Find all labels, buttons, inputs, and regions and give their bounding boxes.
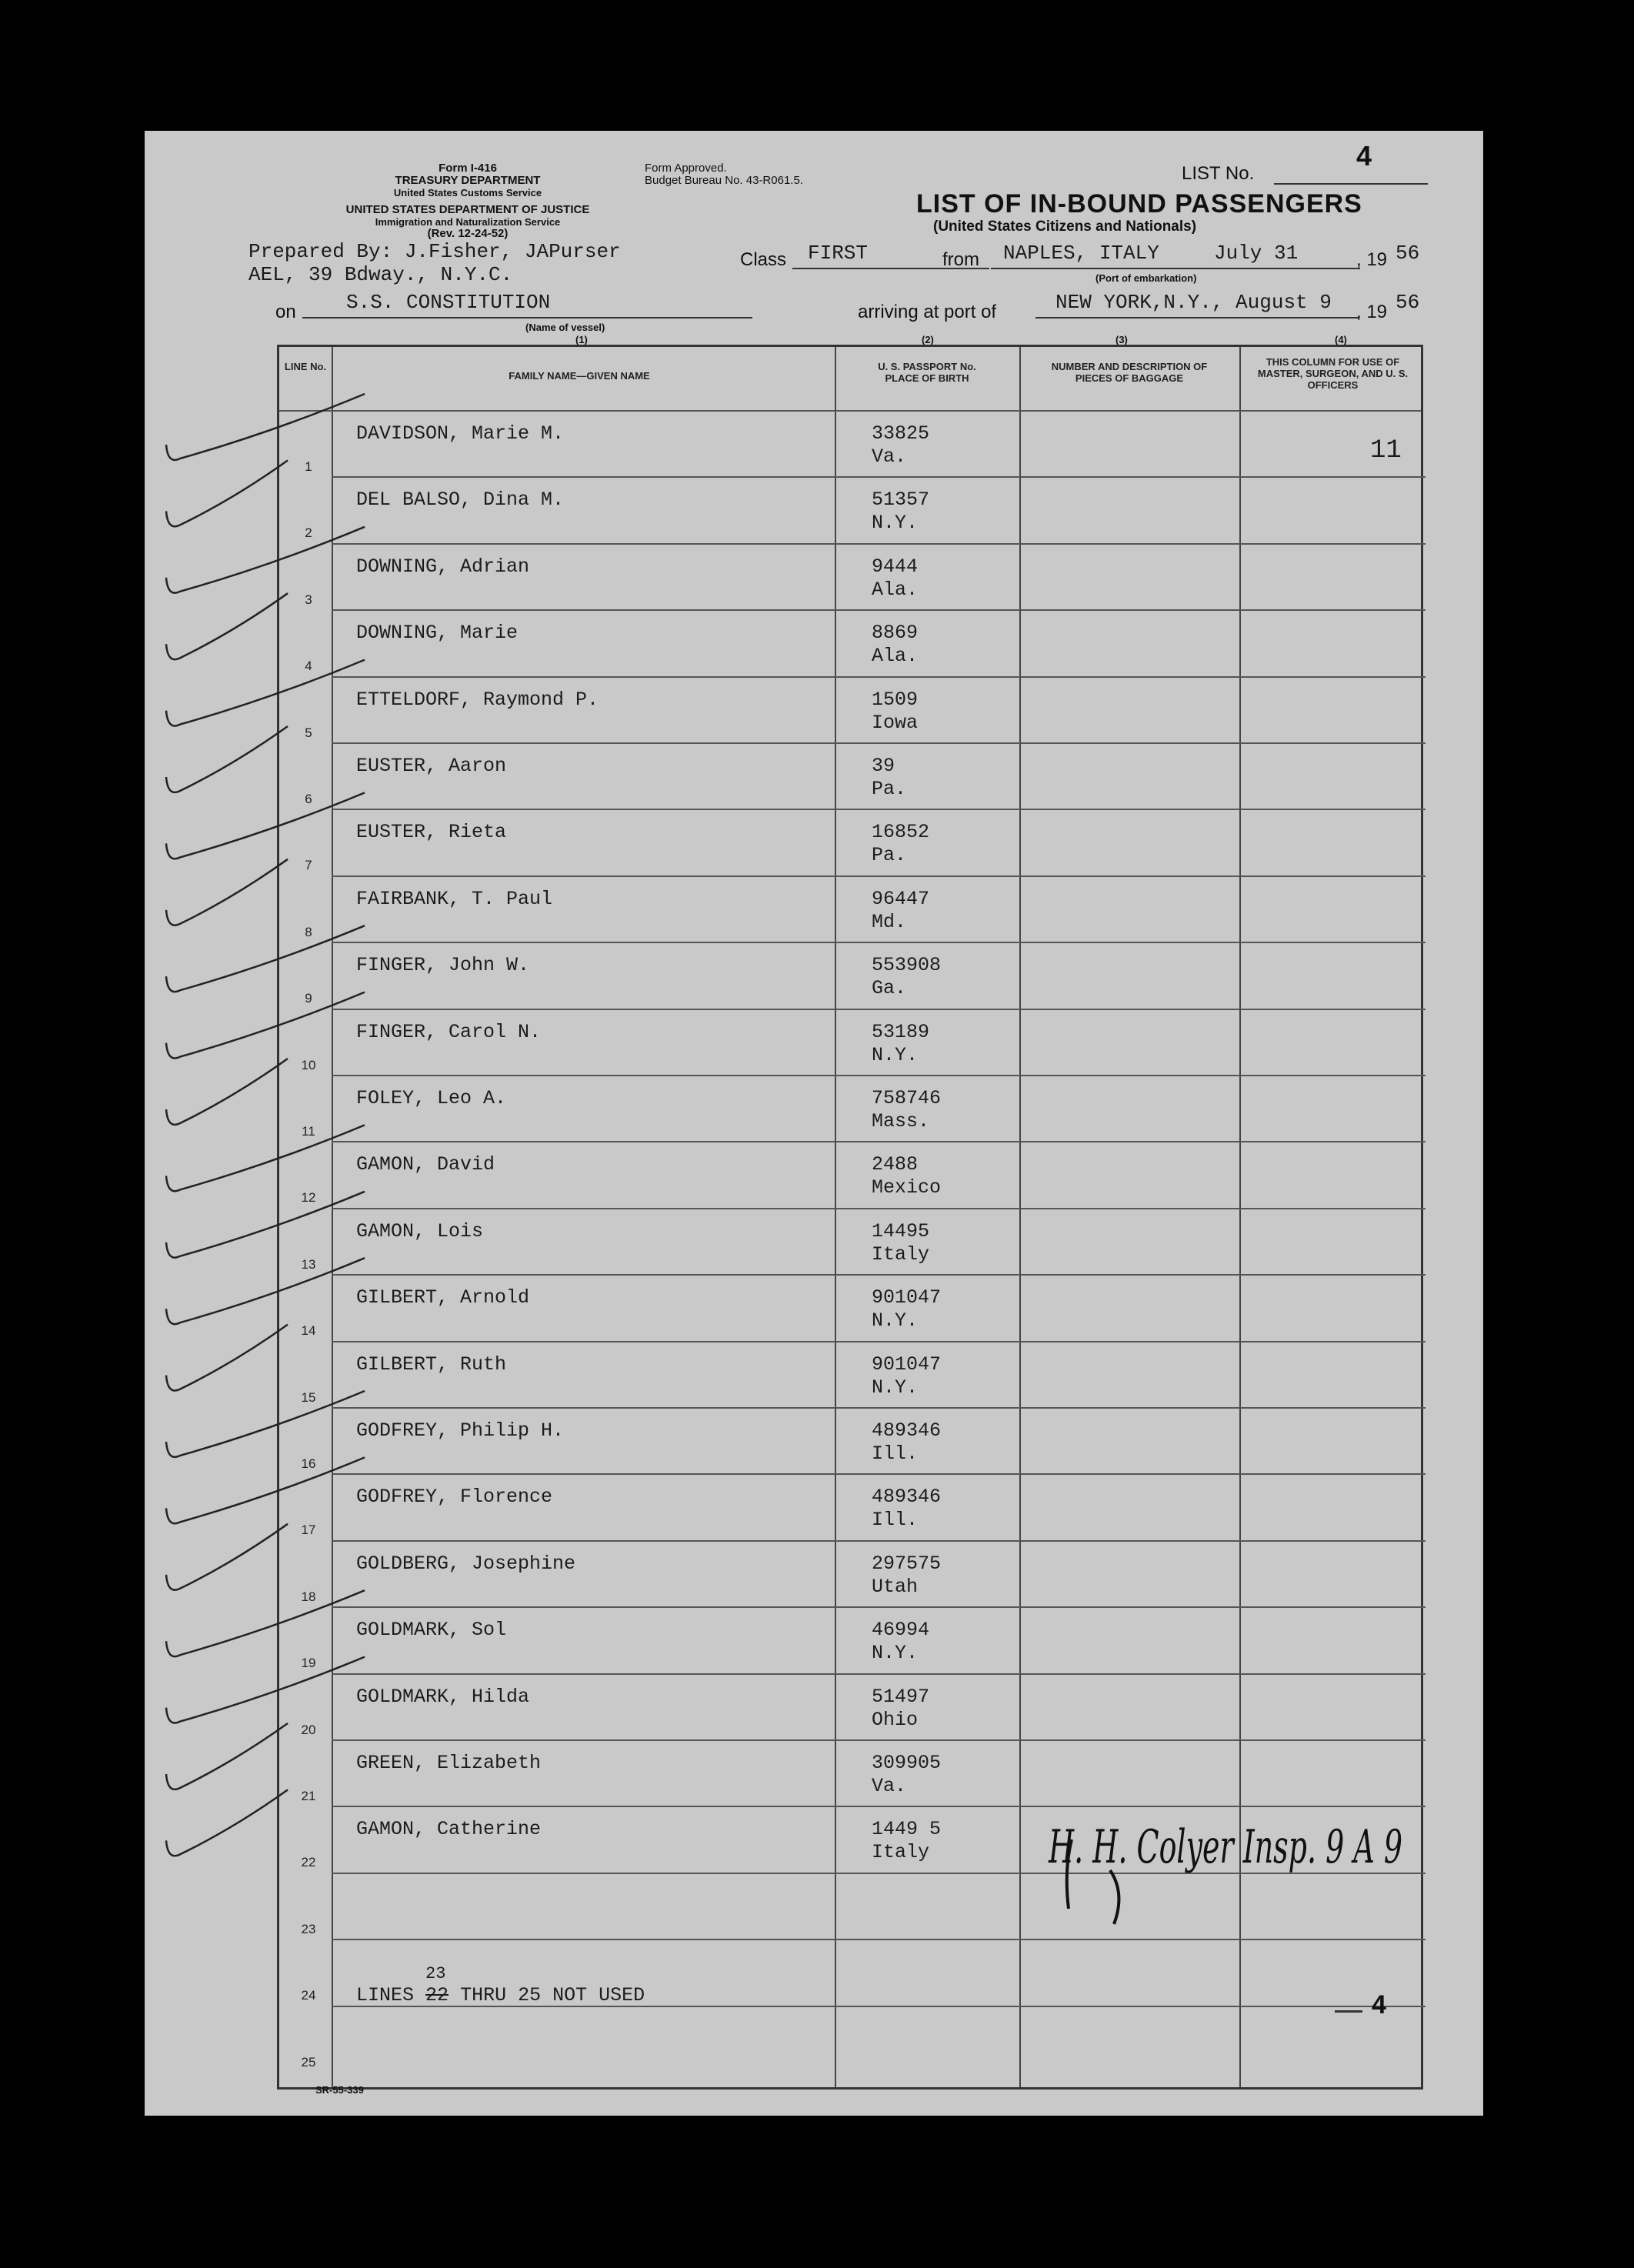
col-header-name: FAMILY NAME—GIVEN NAME: [509, 370, 650, 382]
passenger-name: FINGER, John W.: [356, 954, 530, 977]
col-header-line: LINE No.: [284, 361, 327, 372]
budget-bureau: Budget Bureau No. 43-R061.5.: [645, 174, 803, 187]
year-2: 56: [1396, 291, 1420, 314]
passport-number: 9444: [872, 555, 919, 578]
passport-number: 901047: [872, 1286, 942, 1309]
table-row: [279, 1542, 1426, 1608]
passport-number: 46994: [872, 1619, 930, 1642]
place-of-birth: N.Y.: [872, 512, 919, 535]
line-number: 11: [302, 1124, 315, 1139]
line-number: 22: [301, 1855, 316, 1870]
table-row: [279, 744, 1426, 810]
not-used-prefix: LINES: [356, 1984, 415, 2006]
passport-number: 2488: [872, 1153, 919, 1176]
vessel-caption: (Name of vessel): [525, 322, 605, 333]
table-row: [279, 1010, 1426, 1076]
passport-number: 53189: [872, 1020, 930, 1043]
line-number: 13: [301, 1256, 316, 1272]
line-number: 2: [305, 525, 312, 541]
vessel-name: S.S. CONSTITUTION: [346, 291, 551, 314]
line-number: 5: [305, 725, 312, 740]
embarkation-date: July 31: [1214, 242, 1299, 265]
year-1: 56: [1396, 242, 1420, 265]
table-row: [279, 412, 1426, 478]
table-row: [279, 1475, 1426, 1541]
place-of-birth: Va.: [872, 445, 907, 468]
table-row: [279, 611, 1426, 677]
place-of-birth: Pa.: [872, 778, 907, 800]
line-number: 7: [305, 858, 312, 873]
place-of-birth: Ohio: [872, 1708, 919, 1731]
signature-text: H. H. Colyer Insp. 9 A 9: [1048, 1820, 1402, 1874]
passenger-table: [277, 345, 1423, 2090]
passenger-name: DOWNING, Marie: [356, 622, 519, 645]
place-of-birth: Ala.: [872, 645, 919, 668]
passport-number: 8869: [872, 622, 919, 645]
place-of-birth: N.Y.: [872, 1043, 919, 1066]
line-number: 8: [305, 924, 312, 939]
passenger-name: GODFREY, Philip H.: [356, 1419, 565, 1442]
passenger-name: EUSTER, Aaron: [356, 755, 507, 777]
passport-number: 33825: [872, 422, 930, 445]
list-no-underline: [1274, 183, 1428, 185]
passenger-name: DAVIDSON, Marie M.: [356, 422, 565, 445]
passenger-name: ETTELDORF, Raymond P.: [356, 688, 599, 711]
not-used-suffix: THRU 25 NOT USED: [460, 1984, 645, 2006]
place-of-birth: Va.: [872, 1775, 907, 1797]
place-of-birth: Mexico: [872, 1176, 942, 1199]
passport-number: 96447: [872, 887, 930, 910]
table-row: [279, 478, 1426, 544]
footer-code: SR-55-339: [315, 2084, 364, 2096]
list-no-value: 4: [1356, 140, 1372, 172]
passenger-name: DOWNING, Adrian: [356, 555, 530, 578]
not-used-struck: 22: [425, 1984, 449, 2006]
passport-number: 14495: [872, 1219, 930, 1242]
place-of-birth: Iowa: [872, 711, 919, 734]
passenger-name: GOLDMARK, Sol: [356, 1619, 507, 1642]
line-number: 15: [301, 1389, 316, 1405]
table-row: [279, 877, 1426, 943]
passenger-name: FAIRBANK, T. Paul: [356, 887, 553, 910]
line-number: 6: [305, 792, 312, 806]
place-of-birth: Ill.: [872, 1443, 919, 1465]
immigration-service: Immigration and Naturalization Service: [375, 216, 561, 228]
place-of-birth: N.Y.: [872, 1642, 919, 1665]
table-row: [279, 810, 1426, 876]
passenger-name: FINGER, Carol N.: [356, 1020, 542, 1043]
line-number: 14: [301, 1323, 316, 1339]
col-header-passport: U. S. PASSPORT No. PLACE OF BIRTH: [878, 361, 976, 384]
not-used-correction: 23: [425, 1964, 446, 1983]
check-mark: [166, 1789, 288, 1856]
class-value: FIRST: [808, 242, 869, 265]
place-of-birth: Mass.: [872, 1110, 930, 1132]
arrival-port: NEW YORK,N.Y., August 9: [1055, 291, 1332, 314]
place-of-birth: Italy: [872, 1841, 930, 1864]
place-of-birth: Pa.: [872, 844, 907, 867]
passport-number: 309905: [872, 1752, 942, 1774]
table-row: [279, 943, 1426, 1009]
col-header-officers: THIS COLUMN FOR USE OF MASTER, SURGEON, AND U. S. OFFICERS: [1257, 356, 1409, 391]
table-row: [279, 1142, 1426, 1209]
bottom-number-dash: [1335, 2010, 1362, 2013]
list-no-label: LIST No.: [1182, 163, 1255, 184]
preparer-address: AEL, 39 Bdway., N.Y.C.: [248, 263, 513, 286]
customs-service: United States Customs Service: [393, 187, 542, 198]
bottom-list-number: 4: [1372, 1990, 1386, 2020]
check-mark: [166, 859, 288, 926]
justice-dept: UNITED STATES DEPARTMENT OF JUSTICE: [345, 203, 590, 216]
check-mark: [166, 726, 288, 792]
col3-number: (3): [1115, 334, 1128, 345]
place-of-birth: Italy: [872, 1242, 930, 1266]
table-row: [279, 1675, 1426, 1741]
check-mark: [166, 1723, 288, 1789]
col4-number: (4): [1335, 334, 1347, 345]
passport-number: 1449 5: [872, 1818, 942, 1841]
form-number: Form I-416: [439, 162, 497, 175]
place-of-birth: N.Y.: [872, 1376, 919, 1399]
arrival-underline: [1035, 317, 1359, 319]
passenger-name: GOLDMARK, Hilda: [356, 1685, 530, 1708]
table-row: [279, 1409, 1426, 1475]
line-number: 3: [305, 592, 312, 607]
line-number: 25: [301, 2054, 316, 2070]
passenger-list-form: [145, 131, 1483, 2116]
table-row: [279, 1076, 1426, 1142]
col-header-baggage: NUMBER AND DESCRIPTION OF PIECES OF BAGGAGE: [1051, 361, 1208, 384]
passport-number: 901047: [872, 1352, 942, 1376]
table-row: [279, 1342, 1426, 1409]
line-number: 16: [301, 1456, 316, 1471]
line-number: 9: [305, 991, 312, 1006]
table-row: [279, 678, 1426, 744]
list-title: LIST OF IN-BOUND PASSENGERS: [916, 189, 1362, 218]
revision-date: (Rev. 12-24-52): [427, 227, 509, 240]
table-row: [279, 1276, 1426, 1342]
place-of-birth: Ala.: [872, 578, 919, 601]
passenger-name: GAMON, David: [356, 1153, 495, 1176]
check-mark: [166, 1325, 288, 1391]
passport-number: 489346: [872, 1419, 942, 1442]
passenger-name: FOLEY, Leo A.: [356, 1087, 507, 1109]
passenger-name: GREEN, Elizabeth: [356, 1752, 542, 1774]
year-prefix-1: , 19: [1356, 249, 1388, 270]
passenger-name: DEL BALSO, Dina M.: [356, 489, 565, 512]
place-of-birth: N.Y.: [872, 1309, 919, 1332]
port-caption: (Port of embarkation): [1095, 272, 1197, 284]
place-of-birth: Utah: [872, 1575, 919, 1598]
place-of-birth: Ga.: [872, 977, 907, 1000]
line-number: 21: [301, 1789, 316, 1803]
treasury-dept: TREASURY DEPARTMENT: [395, 174, 541, 187]
officer-count: 11: [1370, 436, 1402, 465]
passport-number: 489346: [872, 1486, 942, 1509]
col2-number: (2): [922, 334, 934, 345]
list-subtitle: (United States Citizens and Nationals): [933, 218, 1197, 235]
prepared-by: Prepared By: J.Fisher, JAPurser: [248, 240, 621, 263]
on-label: on: [275, 302, 296, 322]
form-approved: Form Approved.: [645, 162, 727, 175]
check-mark: [166, 460, 288, 526]
from-label: from: [942, 249, 979, 270]
passenger-name: GAMON, Lois: [356, 1219, 484, 1242]
passport-number: 297575: [872, 1552, 942, 1575]
vessel-col-number: (1): [575, 334, 588, 345]
class-label: Class: [740, 249, 787, 270]
passport-number: 39: [872, 755, 895, 777]
passport-number: 51497: [872, 1685, 930, 1708]
line-number: 10: [301, 1057, 316, 1072]
year-prefix-2: , 19: [1356, 302, 1388, 322]
passenger-name: GILBERT, Arnold: [356, 1286, 530, 1309]
passport-number: 16852: [872, 821, 930, 844]
embarkation-port: NAPLES, ITALY: [1003, 242, 1159, 265]
line-number: 12: [301, 1190, 316, 1206]
line-number: 19: [301, 1656, 316, 1671]
check-mark: [166, 1524, 288, 1590]
line-number: 23: [301, 1921, 316, 1936]
table-row: [279, 545, 1426, 611]
line-number: 17: [301, 1523, 316, 1538]
passenger-name: GODFREY, Florence: [356, 1486, 553, 1509]
arriving-label: arriving at port of: [858, 302, 997, 322]
passport-number: 51357: [872, 489, 930, 512]
line-number: 1: [305, 459, 312, 474]
vessel-underline: [302, 317, 752, 319]
line-number: 4: [305, 659, 312, 674]
from-underline: [991, 268, 1360, 269]
line-number: 24: [301, 1988, 316, 2003]
passport-number: 1509: [872, 688, 919, 711]
lines-not-used-note: [356, 1964, 645, 2006]
passenger-name: GAMON, Catherine: [356, 1818, 542, 1841]
place-of-birth: Md.: [872, 910, 907, 933]
passenger-name: GILBERT, Ruth: [356, 1352, 507, 1376]
place-of-birth: Ill.: [872, 1509, 919, 1532]
table-row: [279, 1608, 1426, 1674]
line-number: 18: [301, 1589, 316, 1604]
inspector-signature: [1018, 1793, 1433, 1947]
passenger-name: EUSTER, Rieta: [356, 821, 507, 844]
check-mark: [166, 593, 288, 659]
passport-number: 553908: [872, 954, 942, 977]
table-row: [279, 1209, 1426, 1276]
check-mark: [166, 1059, 288, 1125]
line-number: 20: [301, 1722, 316, 1737]
passenger-name: GOLDBERG, Josephine: [356, 1552, 576, 1575]
passport-number: 758746: [872, 1087, 942, 1109]
table-row: [279, 2007, 1426, 2073]
